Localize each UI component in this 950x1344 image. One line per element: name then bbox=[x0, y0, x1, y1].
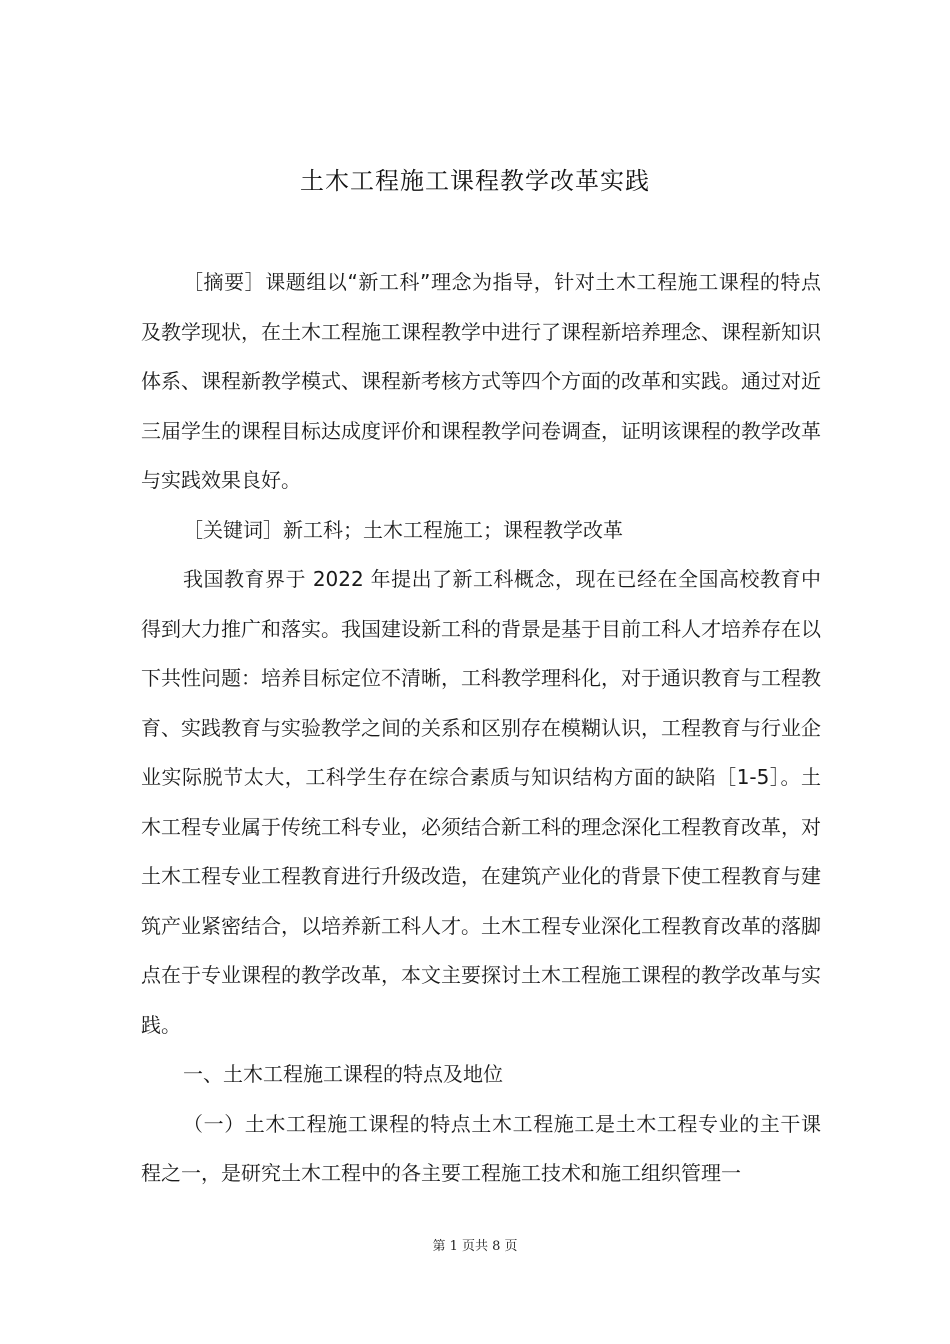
abstract-paragraph: ［摘要］课题组以“新工科”理念为指导，针对土木工程施工课程的特点及教学现状，在土木工程施工课程教学中进行了课程新培养理念、课程新知识体系、课程新教学模式、课程新考核方式等四个方面的改革和实践。通过对近三届学生的课程目标达成度评价和课程教学问卷调查，证明该课程的教学改革与实践效果良好。 bbox=[141, 270, 821, 492]
subsection-paragraph: （一）土木工程施工课程的特点土木工程施工是土木工程专业的主干课程之一，是研究土木工程中的各主要工程施工技术和施工组织管理一 bbox=[141, 1111, 821, 1185]
keywords-paragraph: ［关键词］新工科；土木工程施工；课程教学改革 bbox=[183, 517, 623, 542]
page-footer: 第 1 页共 8 页 bbox=[432, 1239, 518, 1254]
intro-paragraph: 我国教育界于 2022 年提出了新工科概念，现在已经在全国高校教育中得到大力推广和落实。我国建设新工科的背景是基于目前工科人才培养存在以下共性问题：培养目标定位不清晰，工科教学理科化，对于通识教育与工程教育、实践教育与实验教学之间的关系和区别存在模糊认识，工程教育与行业企业实际脱节太大，工科学生存在综合素质与知识结构方面的缺陷［1-5］。土木工程专业属于传统工科专业，必须结合新工科的理念深化工程教育改革，对土木工程专业工程教育进行升级改造，在建筑产业化的背景下使工程教育与建筑产业紧密结合，以培养新工科人才。土木工程专业深化工程教育改革的落脚点在于专业课程的教学改革，本文主要探讨土木工程施工课程的教学改革与实践。 bbox=[141, 567, 821, 1037]
section-heading: 一、土木工程施工课程的特点及地位 bbox=[183, 1062, 503, 1086]
document-body bbox=[141, 258, 821, 1199]
document-title: 土木工程施工课程教学改革实践 bbox=[300, 167, 650, 195]
